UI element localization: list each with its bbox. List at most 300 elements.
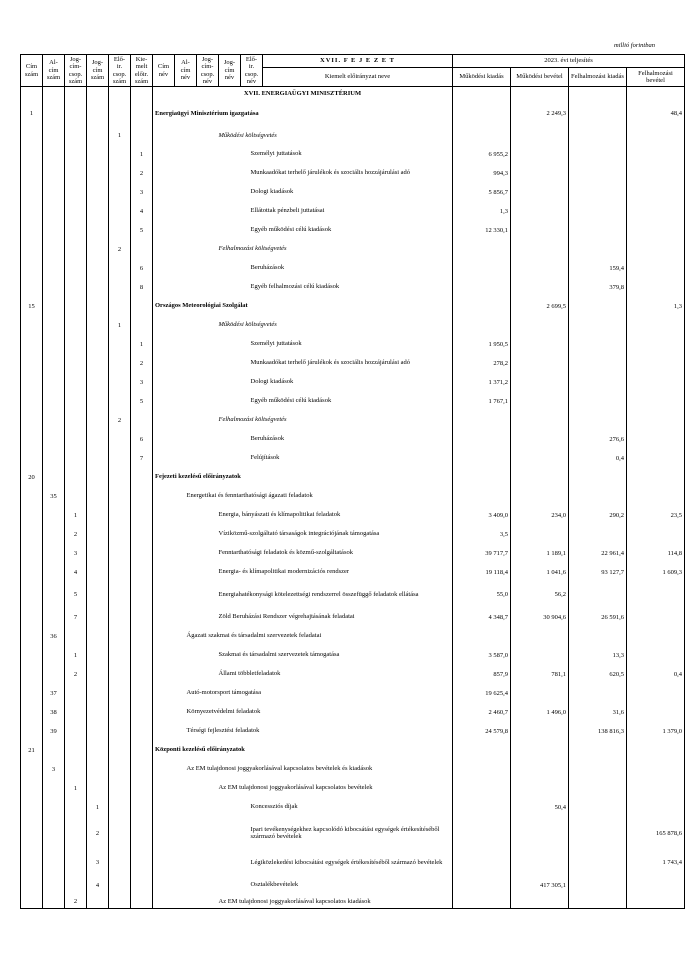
cell-mukodesi-kiadas: 2 460,7 bbox=[453, 703, 511, 722]
cell-name-spacer bbox=[197, 354, 219, 373]
cell-mukodesi-kiadas: 55,0 bbox=[453, 582, 511, 608]
cell-name-spacer bbox=[175, 449, 197, 468]
cell-felhalmozasi-bevetel bbox=[627, 487, 685, 506]
cell-cim-szam bbox=[21, 850, 43, 876]
table-row bbox=[21, 582, 685, 608]
cell-jogcim-szam bbox=[87, 646, 109, 665]
cell-alcim-szam bbox=[43, 221, 65, 240]
cell-kiemelt-szam: 4 bbox=[131, 202, 153, 221]
cell-alcim-szam bbox=[43, 354, 65, 373]
cell-jogcimcsop-szam bbox=[65, 221, 87, 240]
cell-eloir-csop-szam bbox=[109, 221, 131, 240]
cell-name-spacer bbox=[175, 850, 197, 876]
cell-name-spacer bbox=[153, 335, 175, 354]
cell-mukodesi-bevetel bbox=[511, 278, 569, 297]
cell-cim-szam: 1 bbox=[21, 101, 43, 127]
cell-name-spacer bbox=[197, 850, 219, 876]
cell-mukodesi-bevetel bbox=[511, 817, 569, 850]
cell-cim-szam bbox=[21, 411, 43, 430]
cell-jogcim-szam bbox=[87, 316, 109, 335]
cell-felhalmozasi-bevetel bbox=[627, 703, 685, 722]
cell-eloir-csop-szam bbox=[109, 101, 131, 127]
cell-jogcim-szam bbox=[87, 487, 109, 506]
cell-cim-szam bbox=[21, 316, 43, 335]
cell-jogcimcsop-szam bbox=[65, 817, 87, 850]
cell-cim-szam bbox=[21, 354, 43, 373]
cell-alcim-szam bbox=[43, 582, 65, 608]
cell-cim-szam bbox=[21, 684, 43, 703]
cell-jogcimcsop-szam bbox=[65, 468, 87, 487]
cell-mukodesi-bevetel: 56,2 bbox=[511, 582, 569, 608]
cell-felhalmozasi-kiadas: 138 816,3 bbox=[569, 722, 627, 741]
cell-mukodesi-kiadas: 857,9 bbox=[453, 665, 511, 684]
cell-mukodesi-kiadas bbox=[453, 741, 511, 760]
cell-kiemelt-szam bbox=[131, 895, 153, 909]
cell-name-spacer bbox=[175, 544, 197, 563]
cell-mukodesi-kiadas: 5 856,7 bbox=[453, 183, 511, 202]
cell-name-spacer bbox=[175, 430, 197, 449]
cell-name-spacer bbox=[197, 335, 219, 354]
cell-alcim-szam bbox=[43, 316, 65, 335]
cell-felhalmozasi-kiadas bbox=[569, 202, 627, 221]
cell-jogcimcsop-szam: 3 bbox=[65, 544, 87, 563]
cell-alcim-szam bbox=[43, 297, 65, 316]
table-row bbox=[21, 760, 685, 779]
cell-alcim-szam: 35 bbox=[43, 487, 65, 506]
cell-jogcimcsop-szam bbox=[65, 259, 87, 278]
cell-felhalmozasi-kiadas bbox=[569, 164, 627, 183]
cell-jogcim-szam: 2 bbox=[87, 817, 109, 850]
cell-name-spacer bbox=[197, 164, 219, 183]
cell-felhalmozasi-kiadas bbox=[569, 101, 627, 127]
cell-felhalmozasi-bevetel: 1 609,3 bbox=[627, 563, 685, 582]
cell-kiemelt-szam bbox=[131, 101, 153, 127]
cell-mukodesi-kiadas bbox=[453, 278, 511, 297]
cell-cim-szam: 21 bbox=[21, 741, 43, 760]
row-name: Munkaadókat terhelő járulékok és szociális hozzájárulási adó bbox=[219, 164, 453, 183]
cell-mukodesi-kiadas: 4 348,7 bbox=[453, 608, 511, 627]
cell-mukodesi-bevetel bbox=[511, 259, 569, 278]
cell-felhalmozasi-bevetel bbox=[627, 145, 685, 164]
cell-felhalmozasi-kiadas bbox=[569, 127, 627, 145]
cell-name-spacer bbox=[175, 646, 197, 665]
cell-mukodesi-kiadas bbox=[453, 779, 511, 798]
cell-mukodesi-bevetel: 781,1 bbox=[511, 665, 569, 684]
col-kiemelt-nev: Kiemelt előirányzat neve bbox=[263, 68, 453, 87]
cell-jogcimcsop-szam bbox=[65, 703, 87, 722]
col-mukodesi-bevetel: Működési bevétel bbox=[511, 68, 569, 87]
cell-kiemelt-szam: 1 bbox=[131, 145, 153, 164]
cell-kiemelt-szam bbox=[131, 722, 153, 741]
cell-eloir-csop-szam bbox=[109, 582, 131, 608]
cell-eloir-csop-szam bbox=[109, 335, 131, 354]
cell-eloir-csop-szam: 2 bbox=[109, 240, 131, 259]
cell-jogcim-szam: 4 bbox=[87, 876, 109, 895]
cell-alcim-szam bbox=[43, 850, 65, 876]
cell-felhalmozasi-bevetel bbox=[627, 876, 685, 895]
cell-kiemelt-szam bbox=[131, 703, 153, 722]
cell-name-spacer bbox=[153, 895, 175, 909]
cell-eloir-csop-szam bbox=[109, 798, 131, 817]
cell-felhalmozasi-kiadas: 290,2 bbox=[569, 506, 627, 525]
cell-jogcim-szam bbox=[87, 449, 109, 468]
cell-jogcim-szam bbox=[87, 221, 109, 240]
cell-kiemelt-szam: 2 bbox=[131, 354, 153, 373]
row-name: Egyéb működési célú kiadások bbox=[219, 392, 453, 411]
cell-name-spacer bbox=[153, 563, 175, 582]
cell-mukodesi-kiadas bbox=[453, 240, 511, 259]
cell-felhalmozasi-kiadas bbox=[569, 487, 627, 506]
cell-jogcim-szam bbox=[87, 354, 109, 373]
cell-name-spacer bbox=[197, 373, 219, 392]
row-name: Osztalékbevételek bbox=[219, 876, 453, 895]
cell-name-spacer bbox=[153, 487, 175, 506]
cell-kiemelt-szam: 3 bbox=[131, 373, 153, 392]
table-row bbox=[21, 373, 685, 392]
cell-mukodesi-kiadas bbox=[453, 127, 511, 145]
cell-felhalmozasi-kiadas bbox=[569, 316, 627, 335]
cell-felhalmozasi-bevetel: 1 379,0 bbox=[627, 722, 685, 741]
cell-fb bbox=[627, 87, 685, 101]
cell-jogcimcsop-szam bbox=[65, 145, 87, 164]
cell-name-spacer bbox=[175, 221, 197, 240]
cell-felhalmozasi-kiadas bbox=[569, 582, 627, 608]
cell-felhalmozasi-bevetel bbox=[627, 684, 685, 703]
cell-name-spacer bbox=[153, 876, 175, 895]
cell-felhalmozasi-bevetel: 1 743,4 bbox=[627, 850, 685, 876]
cell-eloir-csop-szam bbox=[109, 164, 131, 183]
cell-kiemelt-szam bbox=[131, 876, 153, 895]
cell-jogcim-szam bbox=[87, 582, 109, 608]
cell-mk bbox=[453, 87, 511, 101]
ministry-title: XVII. ENERGIAÜGYI MINISZTÉRIUM bbox=[153, 87, 453, 101]
cell-alcim-szam: 36 bbox=[43, 627, 65, 646]
cell-jogcimcsop-szam: 2 bbox=[65, 525, 87, 544]
cell-name-spacer bbox=[175, 525, 197, 544]
cell-eloir-csop-szam bbox=[109, 850, 131, 876]
cell-name-spacer bbox=[153, 392, 175, 411]
cell-mukodesi-kiadas bbox=[453, 259, 511, 278]
table-row bbox=[21, 665, 685, 684]
table-row bbox=[21, 430, 685, 449]
cell-cim-szam bbox=[21, 544, 43, 563]
cell-cim-szam bbox=[21, 278, 43, 297]
cell-jogcimcsop-szam bbox=[65, 202, 87, 221]
cell-eloir-csop-szam bbox=[109, 392, 131, 411]
table-row bbox=[21, 544, 685, 563]
cell-eloir-csop-szam bbox=[109, 430, 131, 449]
cell-fk bbox=[569, 87, 627, 101]
cell-alcim-szam bbox=[43, 506, 65, 525]
cell-name-spacer bbox=[175, 240, 197, 259]
cell-jogcimcsop-szam bbox=[65, 183, 87, 202]
cell-mukodesi-bevetel bbox=[511, 646, 569, 665]
cell-kiemelt-szam bbox=[131, 741, 153, 760]
cell-kiemelt-szam bbox=[131, 297, 153, 316]
cell-name-spacer bbox=[197, 817, 219, 850]
table-row bbox=[21, 297, 685, 316]
cell-felhalmozasi-bevetel bbox=[627, 430, 685, 449]
cell-name-spacer bbox=[153, 411, 175, 430]
cell-eloir-csop-szam bbox=[109, 563, 131, 582]
cell-name-spacer bbox=[153, 164, 175, 183]
cell-kiemelt bbox=[131, 87, 153, 101]
cell-alcim-szam bbox=[43, 876, 65, 895]
cell-alcim-szam bbox=[43, 259, 65, 278]
cell-mukodesi-kiadas bbox=[453, 468, 511, 487]
cell-mukodesi-kiadas: 3 587,0 bbox=[453, 646, 511, 665]
cell-name-spacer bbox=[153, 449, 175, 468]
cell-kiemelt-szam bbox=[131, 665, 153, 684]
cell-mukodesi-kiadas bbox=[453, 316, 511, 335]
cell-jogcim-szam: 1 bbox=[87, 798, 109, 817]
cell-felhalmozasi-kiadas bbox=[569, 627, 627, 646]
cell-felhalmozasi-kiadas bbox=[569, 354, 627, 373]
cell-felhalmozasi-bevetel bbox=[627, 221, 685, 240]
unit-note: millió forintban bbox=[614, 42, 655, 49]
cell-felhalmozasi-kiadas: 379,8 bbox=[569, 278, 627, 297]
cell-alcim-szam bbox=[43, 164, 65, 183]
cell-mukodesi-kiadas bbox=[453, 449, 511, 468]
cell-name-spacer bbox=[175, 316, 197, 335]
row-name: Zöld Beruházási Rendszer végrehajtásának feladatai bbox=[197, 608, 453, 627]
cell-felhalmozasi-bevetel bbox=[627, 627, 685, 646]
row-name: Munkaadókat terhelő járulékok és szociális hozzájárulási adó bbox=[219, 354, 453, 373]
cell-name-spacer bbox=[175, 354, 197, 373]
table-row bbox=[21, 468, 685, 487]
cell-jogcimcsop-szam bbox=[65, 101, 87, 127]
cell-felhalmozasi-kiadas bbox=[569, 525, 627, 544]
cell-mukodesi-kiadas: 19 118,4 bbox=[453, 563, 511, 582]
table-row bbox=[21, 487, 685, 506]
cell-mukodesi-kiadas bbox=[453, 760, 511, 779]
row-name: Beruházások bbox=[219, 259, 453, 278]
cell-cim-szam bbox=[21, 127, 43, 145]
cell-cim-szam bbox=[21, 430, 43, 449]
cell-name-spacer bbox=[197, 430, 219, 449]
cell-felhalmozasi-bevetel: 165 878,6 bbox=[627, 817, 685, 850]
cell-alcim-szam bbox=[43, 449, 65, 468]
cell-cim-szam bbox=[21, 608, 43, 627]
cell-felhalmozasi-bevetel bbox=[627, 316, 685, 335]
cell-felhalmozasi-bevetel bbox=[627, 392, 685, 411]
cell-kiemelt-szam: 8 bbox=[131, 278, 153, 297]
cell-alcim-szam bbox=[43, 335, 65, 354]
cell-name-spacer bbox=[153, 684, 175, 703]
cell-mukodesi-bevetel bbox=[511, 722, 569, 741]
col-eloir-csop-szam: Elő- ir. csop. szám bbox=[109, 55, 131, 87]
cell-mukodesi-bevetel bbox=[511, 895, 569, 909]
cell-mukodesi-bevetel: 1 189,1 bbox=[511, 544, 569, 563]
cell-felhalmozasi-bevetel bbox=[627, 449, 685, 468]
cell-jogcimcsop-szam: 1 bbox=[65, 646, 87, 665]
cell-kiemelt-szam bbox=[131, 608, 153, 627]
row-name: Légiközlekedési kibocsátási egységek értékesítéséből származó bevételek bbox=[219, 850, 453, 876]
cell-name-spacer bbox=[175, 411, 197, 430]
cell-jogcim-szam bbox=[87, 722, 109, 741]
cell-mukodesi-kiadas: 1 950,5 bbox=[453, 335, 511, 354]
cell-felhalmozasi-kiadas bbox=[569, 335, 627, 354]
row-name: Energetikai és fenntarthatósági ágazati feladatok bbox=[175, 487, 453, 506]
cell-jogcimcsop-szam bbox=[65, 722, 87, 741]
cell-jogcim-szam bbox=[87, 430, 109, 449]
cell-felhalmozasi-bevetel bbox=[627, 183, 685, 202]
cell-kiemelt-szam: 6 bbox=[131, 430, 153, 449]
cell-felhalmozasi-bevetel bbox=[627, 354, 685, 373]
cell-kiemelt-szam bbox=[131, 684, 153, 703]
cell-name-spacer bbox=[197, 876, 219, 895]
cell-mukodesi-bevetel bbox=[511, 449, 569, 468]
cell-kiemelt-szam bbox=[131, 563, 153, 582]
cell-felhalmozasi-bevetel bbox=[627, 278, 685, 297]
col-felhalmozasi-kiadas: Felhalmozási kiadás bbox=[569, 68, 627, 87]
cell-felhalmozasi-bevetel bbox=[627, 335, 685, 354]
cell-jogcim-szam bbox=[87, 506, 109, 525]
cell-cim-szam bbox=[21, 582, 43, 608]
cell-jogcimcsop-szam bbox=[65, 741, 87, 760]
cell-jogcimcsop-szam bbox=[65, 164, 87, 183]
cell-kiemelt-szam bbox=[131, 525, 153, 544]
row-name: Egyéb működési célú kiadások bbox=[219, 221, 453, 240]
cell-mukodesi-bevetel bbox=[511, 627, 569, 646]
cell-mukodesi-bevetel bbox=[511, 240, 569, 259]
cell-cim-szam bbox=[21, 202, 43, 221]
cell-eloir-csop-szam bbox=[109, 876, 131, 895]
cell-kiemelt-szam: 3 bbox=[131, 183, 153, 202]
cell-alcim-szam: 37 bbox=[43, 684, 65, 703]
cell-name-spacer bbox=[153, 354, 175, 373]
row-name: Ipari tevékenységekhez kapcsolódó kibocsátási egységek értékesítéséből származó bevételek bbox=[219, 817, 453, 850]
cell-cim-szam bbox=[21, 817, 43, 850]
cell-eloir-csop-szam bbox=[109, 468, 131, 487]
cell-alcim-szam: 39 bbox=[43, 722, 65, 741]
cell-felhalmozasi-bevetel bbox=[627, 202, 685, 221]
cell-cim-szam bbox=[21, 240, 43, 259]
year-header: 2023. évi teljesítés bbox=[453, 55, 685, 68]
cell-mukodesi-kiadas bbox=[453, 430, 511, 449]
cell-felhalmozasi-bevetel bbox=[627, 895, 685, 909]
cell-eloir-csop-szam: 2 bbox=[109, 411, 131, 430]
cell-mukodesi-kiadas: 3 409,0 bbox=[453, 506, 511, 525]
row-name: Felújítások bbox=[219, 449, 453, 468]
col-alcim-szam: Al- cím szám bbox=[43, 55, 65, 87]
cell-name-spacer bbox=[153, 145, 175, 164]
cell-kiemelt-szam bbox=[131, 646, 153, 665]
cell-jogcimcsop-szam bbox=[65, 316, 87, 335]
budget-table bbox=[20, 54, 685, 909]
cell-mukodesi-kiadas: 1,3 bbox=[453, 202, 511, 221]
cell-jogcim-szam bbox=[87, 259, 109, 278]
cell-eloir-csop-szam bbox=[109, 608, 131, 627]
cell-jogcimcsop-szam: 1 bbox=[65, 506, 87, 525]
table-row bbox=[21, 145, 685, 164]
cell-kiemelt-szam bbox=[131, 544, 153, 563]
cell-mukodesi-bevetel bbox=[511, 164, 569, 183]
cell-mukodesi-bevetel bbox=[511, 850, 569, 876]
table-row bbox=[21, 525, 685, 544]
cell-alcim bbox=[43, 87, 65, 101]
cell-name-spacer bbox=[175, 127, 197, 145]
cell-name-spacer bbox=[175, 582, 197, 608]
row-name: Energia- és klímapolitikai modernizációs rendszer bbox=[197, 563, 453, 582]
cell-felhalmozasi-kiadas bbox=[569, 240, 627, 259]
cell-felhalmozasi-kiadas bbox=[569, 876, 627, 895]
cell-mukodesi-bevetel bbox=[511, 373, 569, 392]
cell-mukodesi-kiadas bbox=[453, 798, 511, 817]
cell-name-spacer bbox=[197, 145, 219, 164]
cell-jc bbox=[87, 87, 109, 101]
cell-name-spacer bbox=[153, 703, 175, 722]
cell-felhalmozasi-kiadas: 0,4 bbox=[569, 449, 627, 468]
cell-alcim-szam bbox=[43, 779, 65, 798]
cell-name-spacer bbox=[153, 183, 175, 202]
cell-eloir-csop-szam bbox=[109, 895, 131, 909]
cell-mukodesi-bevetel: 50,4 bbox=[511, 798, 569, 817]
cell-eloir-csop-szam bbox=[109, 259, 131, 278]
row-name: Működési költségvetés bbox=[197, 316, 453, 335]
cell-kiemelt-szam bbox=[131, 760, 153, 779]
col-alcim-nev: Al- cím név bbox=[175, 55, 197, 87]
cell-alcim-szam bbox=[43, 101, 65, 127]
cell-name-spacer bbox=[197, 259, 219, 278]
cell-mukodesi-bevetel bbox=[511, 684, 569, 703]
cell-felhalmozasi-kiadas bbox=[569, 741, 627, 760]
cell-felhalmozasi-kiadas: 22 961,4 bbox=[569, 544, 627, 563]
cell-name-spacer bbox=[153, 722, 175, 741]
table-row bbox=[21, 722, 685, 741]
row-name: Környezetvédelmi feladatok bbox=[175, 703, 453, 722]
table-row bbox=[21, 335, 685, 354]
col-cim-nev: Cím név bbox=[153, 55, 175, 87]
chapter-title: XVII. F E J E Z E T bbox=[263, 55, 453, 68]
cell-name-spacer bbox=[175, 164, 197, 183]
cell-eloir-csop-szam bbox=[109, 760, 131, 779]
table-row bbox=[21, 221, 685, 240]
cell-mukodesi-bevetel: 417 305,1 bbox=[511, 876, 569, 895]
cell-mukodesi-bevetel bbox=[511, 335, 569, 354]
row-name: Energiaügyi Minisztérium igazgatása bbox=[153, 101, 453, 127]
cell-alcim-szam bbox=[43, 202, 65, 221]
cell-jogcimcsop-szam bbox=[65, 411, 87, 430]
cell-eloir-csop-szam bbox=[109, 779, 131, 798]
row-name: Felhalmozási költségvetés bbox=[197, 240, 453, 259]
cell-name-spacer bbox=[175, 817, 197, 850]
cell-jogcimcsop-szam bbox=[65, 354, 87, 373]
row-name: Személyi juttatások bbox=[219, 335, 453, 354]
table-row bbox=[21, 202, 685, 221]
cell-felhalmozasi-kiadas bbox=[569, 221, 627, 240]
cell-cim-szam bbox=[21, 335, 43, 354]
cell-felhalmozasi-bevetel bbox=[627, 468, 685, 487]
cell-felhalmozasi-bevetel bbox=[627, 646, 685, 665]
cell-name-spacer bbox=[175, 895, 197, 909]
cell-alcim-szam bbox=[43, 741, 65, 760]
cell-alcim-szam bbox=[43, 373, 65, 392]
table-row bbox=[21, 876, 685, 895]
cell-eloir-csop-szam bbox=[109, 544, 131, 563]
cell-alcim-szam: 3 bbox=[43, 760, 65, 779]
cell-name-spacer bbox=[175, 145, 197, 164]
cell-eloir-csop-szam: 1 bbox=[109, 127, 131, 145]
cell-jogcim-szam bbox=[87, 392, 109, 411]
table-row bbox=[21, 278, 685, 297]
cell-jogcimcsop-szam: 5 bbox=[65, 582, 87, 608]
table-row bbox=[21, 703, 685, 722]
row-name: Autó-motorsport támogatása bbox=[175, 684, 453, 703]
cell-name-spacer bbox=[153, 627, 175, 646]
cell-jogcimcsop-szam bbox=[65, 449, 87, 468]
cell-felhalmozasi-kiadas bbox=[569, 183, 627, 202]
